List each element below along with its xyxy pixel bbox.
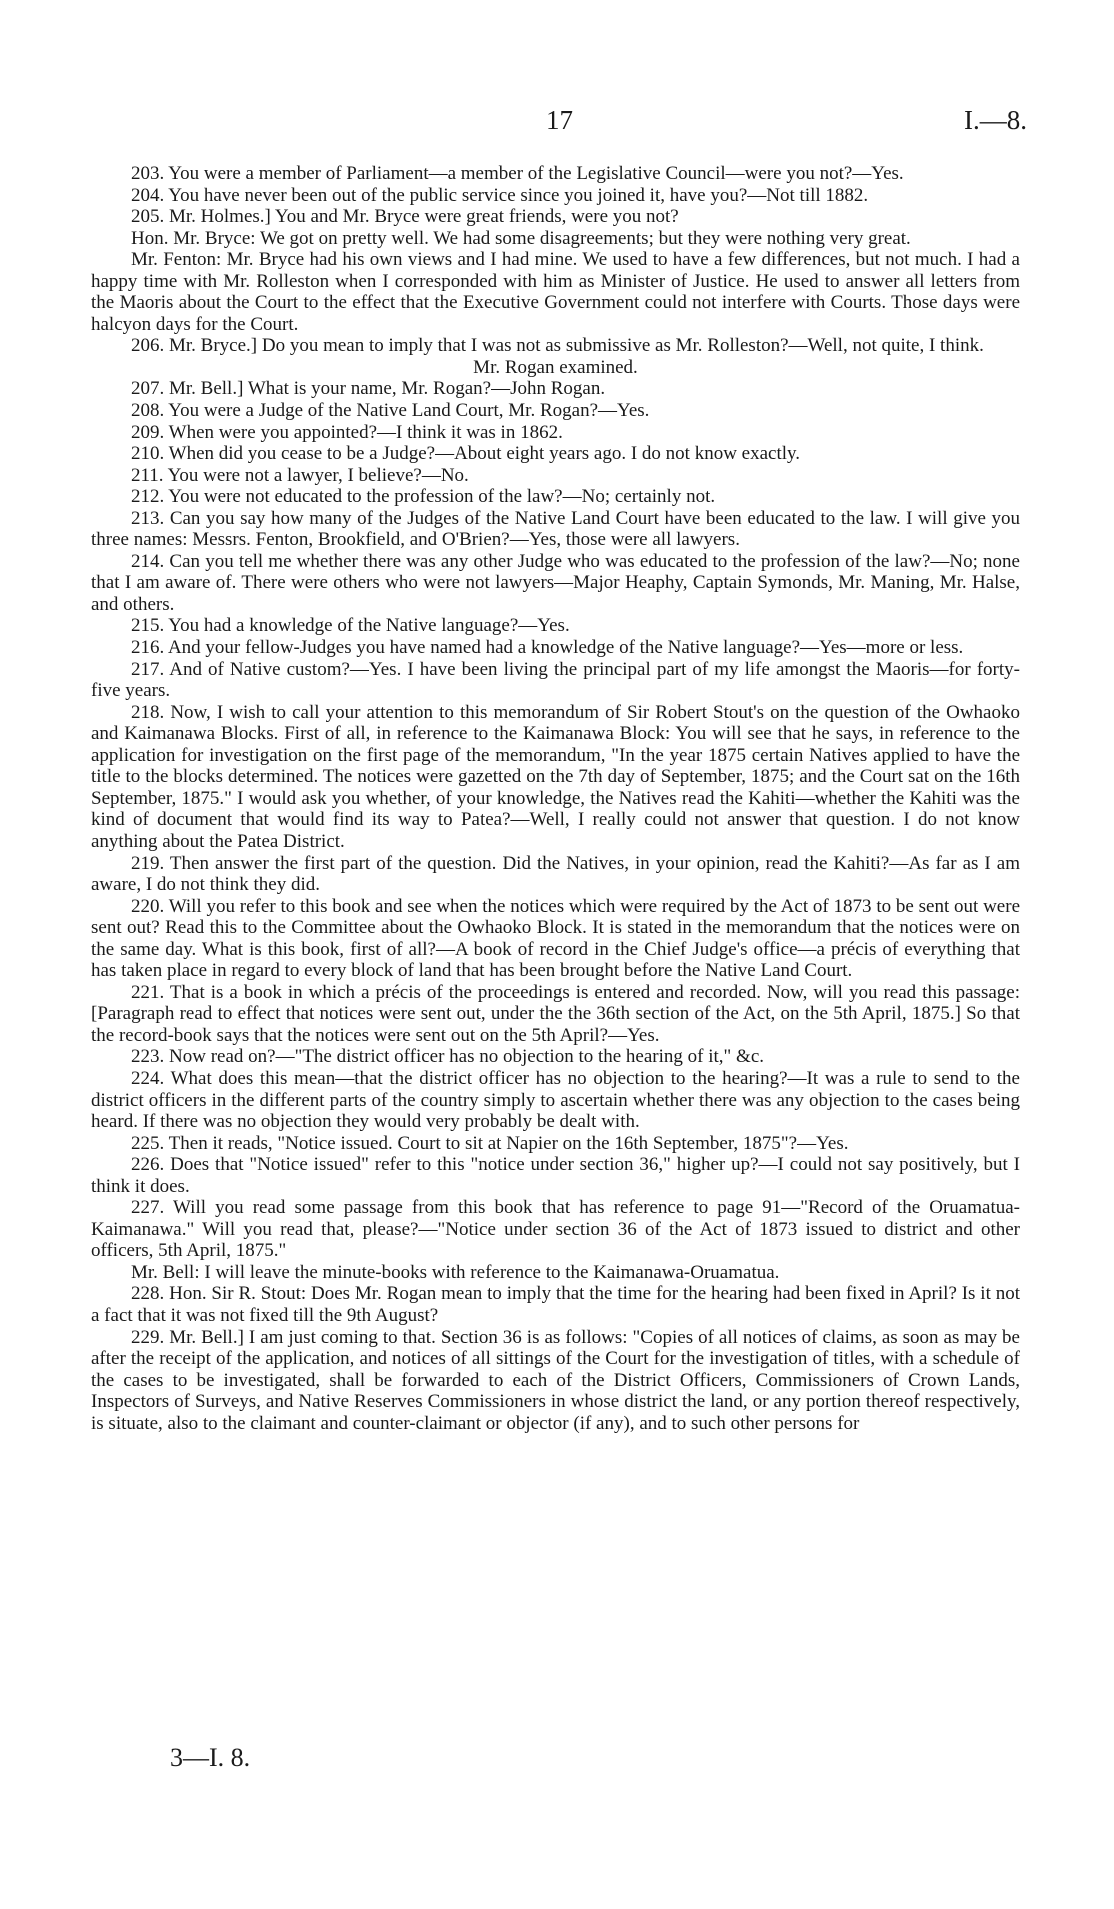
paragraph-224: 224. What does this mean—that the district officer has no objection to the hearing?—It was a rule to send to the district officers in the different parts of the country simply to ascertain whether there was any objection to the cases being heard. If there was no objection they would very probably be dealt with.: [91, 1067, 1020, 1133]
paper-reference: I.—8.: [964, 105, 1027, 135]
paragraph-205: 205. Mr. Holmes.] You and Mr. Bryce were great friends, were you not?: [131, 206, 679, 228]
paragraph-225: 225. Then it reads, "Notice issued. Court to sit at Napier on the 16th September, 1875"?—Yes.: [131, 1132, 849, 1154]
paragraph-206: 206. Mr. Bryce.] Do you mean to imply that I was not as submissive as Mr. Rolleston?—Well, not quite, I think.: [131, 335, 984, 357]
paragraph-219: 219. Then answer the first part of the question. Did the Natives, in your opinion, read the Kahiti?—As far as I am aware, I do not think they did.: [91, 852, 1020, 896]
paragraph-228: 228. Hon. Sir R. Stout: Does Mr. Rogan mean to imply that the time for the hearing had been fixed in April? Is it not a fact that it was not fixed till the 9th August?: [91, 1283, 1020, 1326]
paragraph-216: 216. And your fellow-Judges you have named had a knowledge of the Native language?—Yes—more or less.: [131, 637, 964, 659]
paragraph-220: 220. Will you refer to this book and see when the notices which were required by the Act of 1873 to be sent out were sent out? Read this to the Committee about the Owhaoko Block. It is stated in the memorandum that the notices were on the same day. What is this book, first of all?—A book of record in the Chief Judge's office—a précis of everything that has taken place in regard to every block of land that has been brought before the Native Land Court.: [91, 895, 1020, 982]
paragraph-203: 203. You were a member of Parliament—a member of the Legislative Council—were you not?—Yes.: [131, 163, 904, 184]
paragraph-207: 207. Mr. Bell.] What is your name, Mr. Rogan?—John Rogan.: [131, 378, 606, 400]
paragraph-229: 229. Mr. Bell.] I am just coming to that. Section 36 is as follows: "Copies of all notices of claims, as soon as may be after the receipt of the application, and notices of all sittings of the Court for the investigation of titles, with a schedule of the cases to be investigated, shall be forwarded to each of the District Officers, Commissioners of Crown Lands, Inspectors of Surveys, and Native Reserves Commissioners in whose district the land, or any portion thereof respectively, is situate, also to the claimant and counter-claimant or objector (if any), and to such other persons for: [91, 1326, 1020, 1434]
paragraph-215: 215. You had a knowledge of the Native language?—Yes.: [131, 615, 570, 637]
paragraph-bryce-reply: Hon. Mr. Bryce: We got on pretty well. We had some disagreements; but they were nothing very great.: [131, 227, 911, 249]
paragraph-213: 213. Can you say how many of the Judges of the Native Land Court have been educated to the law. I will give you three names: Messrs. Fenton, Brookfield, and O'Brien?—Yes, those were all lawyers.: [91, 507, 1020, 551]
paragraph-227: 227. Will you read some passage from this book that has reference to page 91—"Record of the Oruamatua-Kaimanawa." Will you read that, please?—"Notice under section 36 of the Act of 1873 issued to district and other officers, 5th April, 1875.": [91, 1197, 1020, 1262]
section-heading: Mr. Rogan examined.: [473, 356, 638, 378]
paragraph-214: 214. Can you tell me whether there was any other Judge who was educated to the profession of the law?—No; none that I am aware of. There were others who were not lawyers—Major Heaphy, Captain Symonds, Mr. Maning, Mr. Halse, and others.: [91, 550, 1020, 615]
paragraph-226: 226. Does that "Notice issued" refer to this "notice under section 36," higher up?—I could not say positively, but I think it does.: [91, 1154, 1020, 1197]
signature-mark: 3—I. 8.: [170, 1743, 251, 1772]
paragraph-bell-remark: Mr. Bell: I will leave the minute-books with reference to the Kaimanawa-Oruamatua.: [131, 1261, 780, 1283]
paragraph-221: 221. That is a book in which a précis of the proceedings is entered and recorded. Now, will you read this passage: [Paragraph read to effect that notices were sent out, under the the 36th section of the Act, on the 5th April, 1875.] So that the record-book says that the notices were sent out on the 5th April?—Yes.: [91, 981, 1020, 1046]
body-text: [91, 163, 1020, 1434]
paragraph-218: 218. Now, I wish to call your attention to this memorandum of Sir Robert Stout's on the question of the Owhaoko and Kaimanawa Blocks. First of all, in reference to the Kaimanawa Block: You will see that he says, in reference to the application for investigation on the first page of the memorandum, "In the year 1875 certain Natives applied to have the title to the blocks determined. The notices were gazetted on the 7th day of September, 1875; and the Court sat on the 16th September, 1875." I would ask you whether, of your knowledge, the Natives read the Kahiti—whether the Kahiti was the kind of document that would find its way to Patea?—Well, I really could not answer that question. I do not know anything about the Patea District.: [91, 701, 1020, 852]
paragraph-208: 208. You were a Judge of the Native Land Court, Mr. Rogan?—Yes.: [131, 400, 650, 422]
paragraph-212: 212. You were not educated to the profession of the law?—No; certainly not.: [131, 486, 716, 508]
paragraph-217: 217. And of Native custom?—Yes. I have been living the principal part of my life amongst the Maoris—for forty-five years.: [91, 658, 1020, 702]
paragraph-204: 204. You have never been out of the public service since you joined it, have you?—Not till 1882.: [131, 184, 869, 206]
paragraph-209: 209. When were you appointed?—I think it was in 1862.: [131, 421, 563, 443]
paragraph-210: 210. When did you cease to be a Judge?—About eight years ago. I do not know exactly.: [131, 443, 801, 465]
paragraph-211: 211. You were not a lawyer, I believe?—No.: [131, 464, 469, 486]
paragraph-223: 223. Now read on?—"The district officer has no objection to the hearing of it," &c.: [131, 1046, 765, 1068]
paragraph-fenton-remark: Mr. Fenton: Mr. Bryce had his own views and I had mine. We used to have a few differences, but not much. I had a happy time with Mr. Rolleston when I corresponded with him as Minister of Justice. He used to answer all letters from the Maoris about the Court to the effect that the Executive Government could not interfere with Courts. Those days were halcyon days for the Court.: [91, 249, 1020, 335]
page-number: 17: [546, 105, 573, 135]
